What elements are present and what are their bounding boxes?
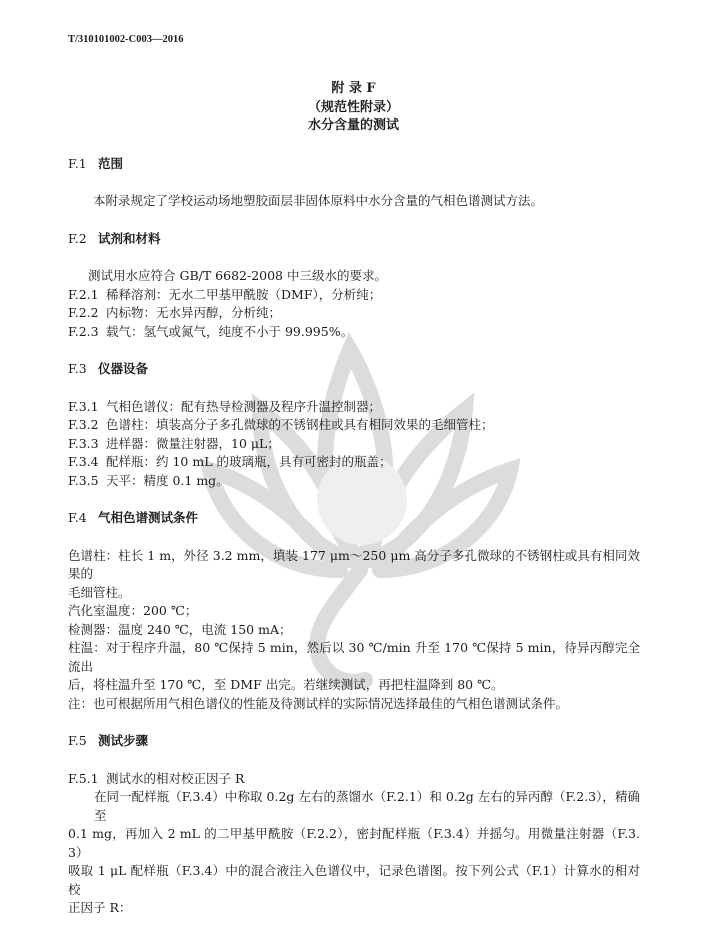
list-item: F.3.1 气相色谱仪：配有热导检测器及程序升温控制器； xyxy=(68,398,382,414)
section-heading-f2: F.2 试剂和材料 xyxy=(68,230,161,246)
paragraph-line: 后，将柱温升至 170 ℃，至 DMF 出完。若继续测试，再把柱温降到 80 ℃。 xyxy=(68,677,504,692)
paragraph-line: 色谱柱：柱长 1 m，外径 3.2 mm，填装 177 μm～250 μm 高分子多孔微球的不锈钢柱或具有相同效果的 xyxy=(68,547,640,581)
list-item: F.3.3 进样器：微量注射器，10 μL； xyxy=(68,435,280,451)
paragraph-line: 检测器：温度 240 ℃，电流 150 mA； xyxy=(68,621,292,637)
list-item: F.3.5 天平：精度 0.1 mg。 xyxy=(68,472,229,488)
paragraph-line: 毛细管柱。 xyxy=(68,584,131,600)
paragraph-line: 柱温：对于程序升温，80 ℃保持 5 min，然后以 30 ℃/min 升至 170 ℃保持 5 min，待异丙醇完全流出 xyxy=(68,640,640,674)
paragraph: 本附录规定了学校运动场地塑胶面层非固体原料中水分含量的气相色谱测试方法。 xyxy=(93,193,544,208)
paragraph: 测试用水应符合 GB/T 6682-2008 中三级水的要求。 xyxy=(88,268,387,283)
subsection-heading-f5-1: F.5.1 测试水的相对校正因子 R xyxy=(68,770,245,786)
appendix-type: （规范性附录） xyxy=(307,99,399,115)
paragraph-line: 吸取 1 μL 配样瓶（F.3.4）中的混合液注入色谱仪中，记录色谱图。按下列公式（F.1）计算水的相对校 xyxy=(68,863,640,897)
list-item: F.3.2 色谱柱：填装高分子多孔微球的不锈钢柱或具有相同效果的毛细管柱； xyxy=(68,417,494,432)
section-heading-f3: F.3 仪器设备 xyxy=(68,361,149,376)
section-heading-f4: F.4 气相色谱测试条件 xyxy=(68,510,199,525)
section-heading-f5: F.5 测试步骤 xyxy=(68,733,149,748)
paragraph-line: 正因子 R： xyxy=(68,900,132,915)
list-item: F.2.1 稀释溶剂：无水二甲基甲酰胺（DMF），分析纯； xyxy=(68,286,382,302)
note-line: 注：也可根据所用气相色谱仪的性能及待测试样的实际情况选择最佳的气相色谱测试条件。 xyxy=(68,695,569,711)
paragraph-line: 汽化室温度：200 ℃； xyxy=(68,603,198,618)
list-item: F.3.4 配样瓶：约 10 mL 的玻璃瓶，具有可密封的瓶盖； xyxy=(68,454,392,469)
list-item: F.2.3 载气：氢气或氮气，纯度不小于 99.995%。 xyxy=(68,323,354,339)
appendix-subject: 水分含量的测试 xyxy=(307,118,399,133)
paragraph-line: 在同一配样瓶（F.3.4）中称取 0.2g 左右的蒸馏水（F.2.1）和 0.2g 左右的异丙醇（F.2.3），精确至 xyxy=(94,789,640,823)
document-number: T/310101002-C003—2016 xyxy=(68,34,184,45)
appendix-title: 附 录 F xyxy=(331,81,376,96)
list-item: F.2.2 内标物：无水异丙醇，分析纯； xyxy=(68,305,282,320)
paragraph-line: 0.1 mg，再加入 2 mL 的二甲基甲酰胺（F.2.2），密封配样瓶（F.3.4）并摇匀。用微量注射器（F.3.3） xyxy=(68,826,640,860)
section-heading-f1: F.1 范围 xyxy=(68,155,124,171)
